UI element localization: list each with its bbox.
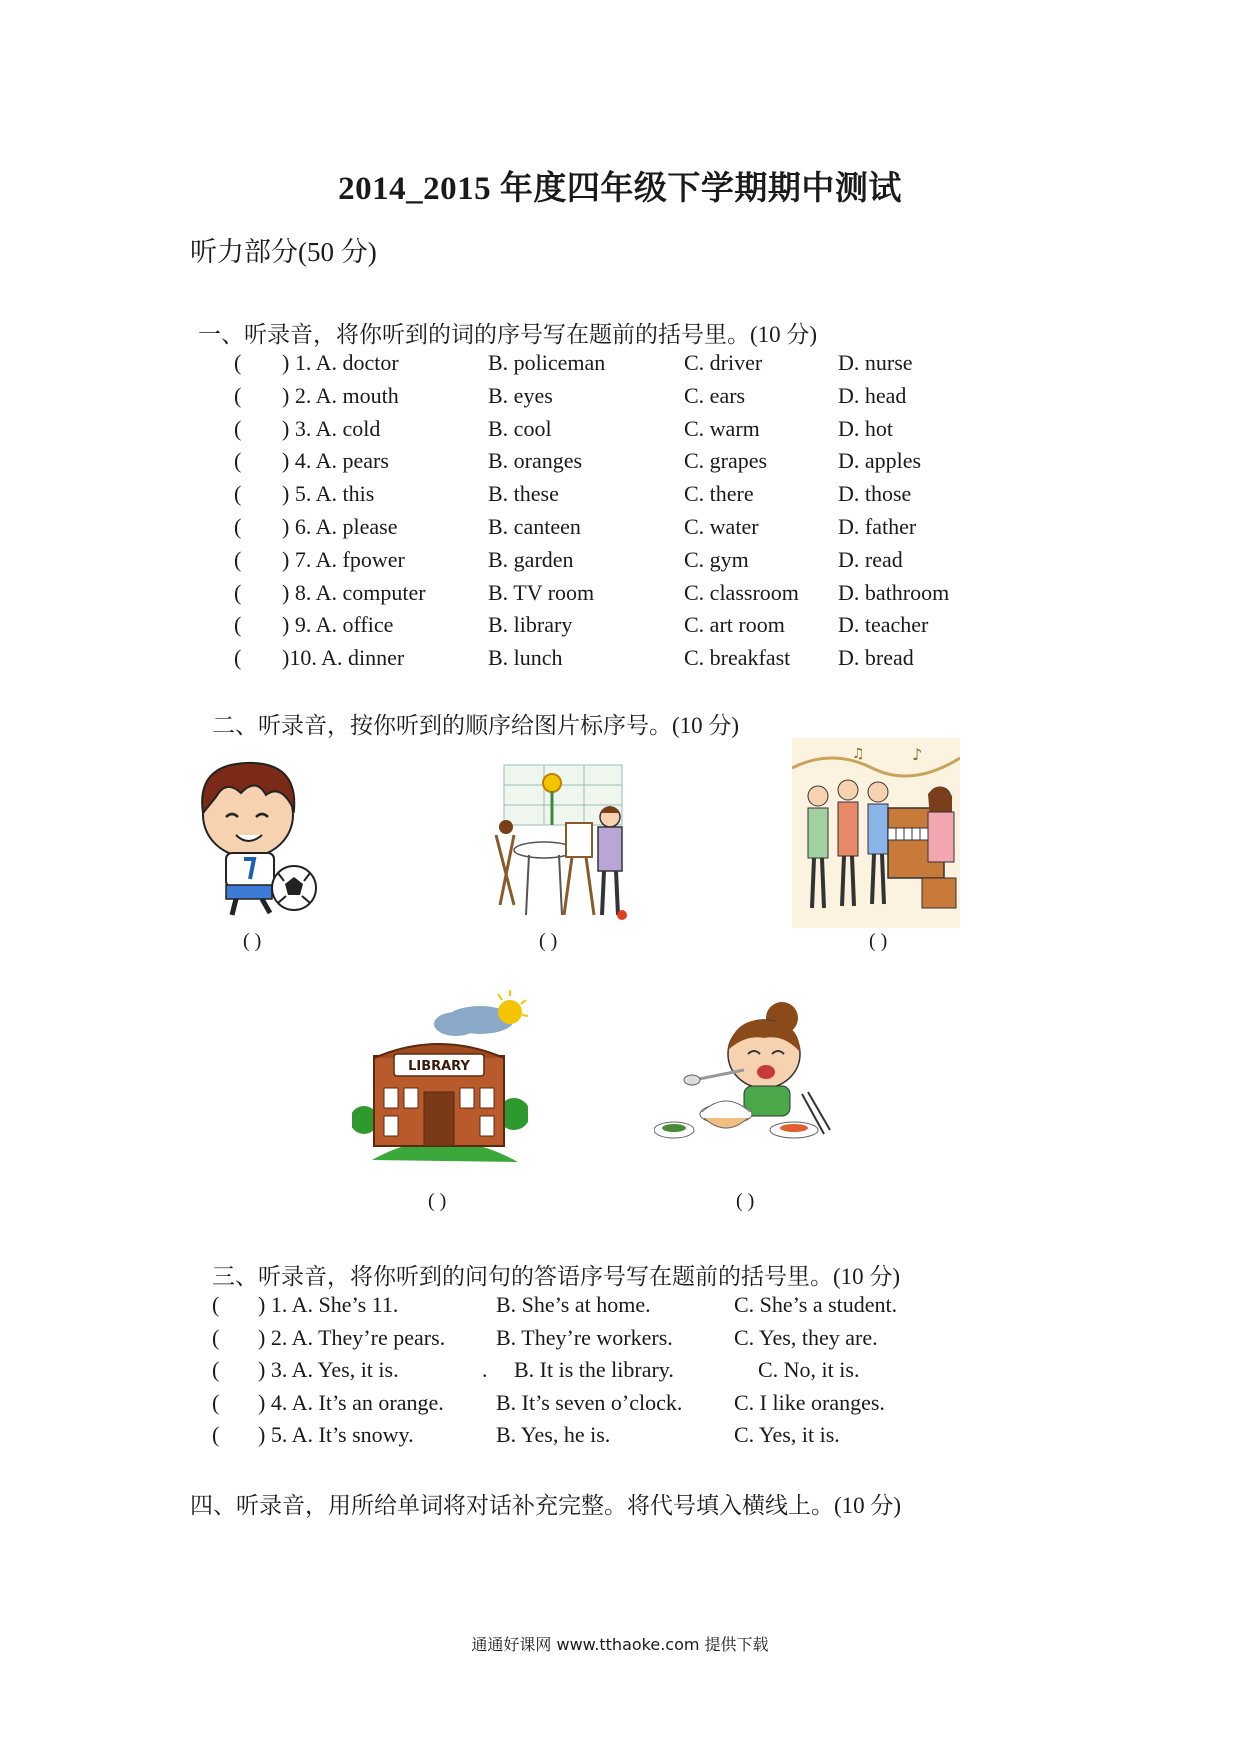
option-b: B. garden [488, 546, 574, 572]
library-picture [352, 980, 528, 1176]
page-title: 2014_2015 年度四年级下学期期中测试 [338, 171, 902, 207]
answer-bracket[interactable]: ( [212, 1389, 220, 1415]
girl-eating-picture [654, 994, 836, 1154]
answer-bracket[interactable]: ( [212, 1357, 220, 1383]
art-room-picture [484, 755, 642, 925]
picture2-blank[interactable]: ( ) [539, 930, 558, 952]
option-c: C. Yes, they are. [734, 1324, 878, 1350]
option-b: B. library [488, 612, 573, 638]
option-d: D. nurse [838, 350, 913, 375]
option-a: ) 3. A. Yes, it is. [258, 1357, 399, 1383]
section3-heading: 三、听录音，将你听到的问句的答语序号写在题前的括号里。(10 分) [212, 1264, 901, 1289]
answer-bracket[interactable]: ( [234, 546, 242, 572]
answer-bracket[interactable]: ( [212, 1422, 220, 1448]
option-c: C. ears [684, 382, 746, 408]
option-b: B. Yes, he is. [496, 1422, 611, 1448]
option-a: ) 6. A. please [282, 514, 398, 539]
listening-part-label: 听力部分(50 分) [190, 237, 377, 267]
picture3-blank[interactable]: ( ) [869, 930, 888, 952]
section4-heading: 四、听录音，用所给单词将对话补充完整。将代号填入横线上。(10 分) [190, 1493, 902, 1518]
picture5-blank[interactable]: ( ) [736, 1190, 755, 1212]
answer-bracket[interactable]: ( [234, 415, 242, 441]
option-a: )10. A. dinner [282, 645, 405, 671]
option-d: D. read [838, 546, 903, 572]
option-a: ) 7. A. fpower [282, 546, 405, 572]
option-c: C. gym [684, 546, 749, 572]
option-c: C. She’s a student. [734, 1292, 898, 1317]
option-b: B. eyes [488, 382, 553, 408]
option-d: D. teacher [838, 612, 929, 638]
option-c: C. grapes [684, 448, 768, 474]
option-b: B. these [488, 481, 559, 507]
option-a: ) 4. A. pears [282, 448, 389, 474]
picture1-blank[interactable]: ( ) [243, 930, 262, 952]
answer-bracket[interactable]: ( [234, 645, 242, 671]
option-b: B. lunch [488, 645, 563, 671]
option-d: D. those [838, 481, 912, 507]
option-c: C. water [684, 514, 759, 539]
option-b: B. It is the library. [514, 1357, 674, 1383]
option-d: D. bread [838, 645, 914, 671]
answer-bracket[interactable]: ( [234, 350, 242, 375]
option-c: C. driver [684, 350, 763, 375]
option-b: B. She’s at home. [496, 1292, 651, 1317]
answer-bracket[interactable]: ( [212, 1292, 220, 1317]
option-c: C. art room [684, 612, 785, 638]
option-a: ) 1. A. doctor [282, 350, 399, 375]
option-d: D. hot [838, 415, 893, 441]
option-c: C. Yes, it is. [734, 1422, 840, 1448]
option-c: C. I like oranges. [734, 1389, 885, 1415]
option-b: B. canteen [488, 514, 581, 539]
answer-bracket[interactable]: ( [234, 382, 242, 408]
svg-text:♫: ♫ [852, 746, 865, 762]
library-sign-text: LIBRARY [408, 1059, 470, 1074]
option-a: ) 3. A. cold [282, 415, 381, 441]
option-b: B. They’re workers. [496, 1324, 673, 1350]
svg-text:♪: ♪ [912, 745, 923, 764]
section1-heading: 一、听录音，将你听到的词的序号写在题前的括号里。(10 分) [198, 322, 818, 347]
answer-bracket[interactable]: ( [234, 612, 242, 638]
answer-bracket[interactable]: ( [234, 579, 242, 605]
option-a: ) 5. A. It’s snowy. [258, 1422, 414, 1448]
boy-soccer-picture [186, 755, 320, 920]
music-room-picture [792, 738, 960, 928]
option-c: C. breakfast [684, 645, 791, 671]
option-a: ) 1. A. She’s 11. [258, 1292, 399, 1317]
option-a: ) 2. A. mouth [282, 382, 399, 408]
option-c: C. there [684, 481, 754, 507]
stray-dot: . [482, 1357, 488, 1383]
option-b: B. TV room [488, 579, 595, 605]
answer-bracket[interactable]: ( [234, 514, 242, 539]
option-a: ) 8. A. computer [282, 579, 426, 605]
option-d: D. bathroom [838, 579, 950, 605]
answer-bracket[interactable]: ( [212, 1324, 220, 1350]
option-d: D. father [838, 514, 917, 539]
answer-bracket[interactable]: ( [234, 481, 242, 507]
option-a: ) 5. A. this [282, 481, 375, 507]
option-c: C. classroom [684, 579, 799, 605]
option-c: C. warm [684, 415, 760, 441]
footer-credit: 通通好课网 www.tthaoke.com 提供下载 [471, 1635, 769, 1654]
option-c: C. No, it is. [758, 1357, 860, 1383]
option-b: B. cool [488, 415, 552, 441]
answer-bracket[interactable]: ( [234, 448, 242, 474]
option-a: ) 2. A. They’re pears. [258, 1324, 446, 1350]
option-a: ) 4. A. It’s an orange. [258, 1389, 444, 1415]
picture4-blank[interactable]: ( ) [428, 1190, 447, 1212]
option-b: B. It’s seven o’clock. [496, 1389, 683, 1415]
option-b: B. policeman [488, 350, 606, 375]
section2-heading: 二、听录音，按你听到的顺序给图片标序号。(10 分) [212, 713, 740, 738]
option-a: ) 9. A. office [282, 612, 394, 638]
option-d: D. head [838, 382, 907, 408]
option-b: B. oranges [488, 448, 583, 474]
option-d: D. apples [838, 448, 922, 474]
